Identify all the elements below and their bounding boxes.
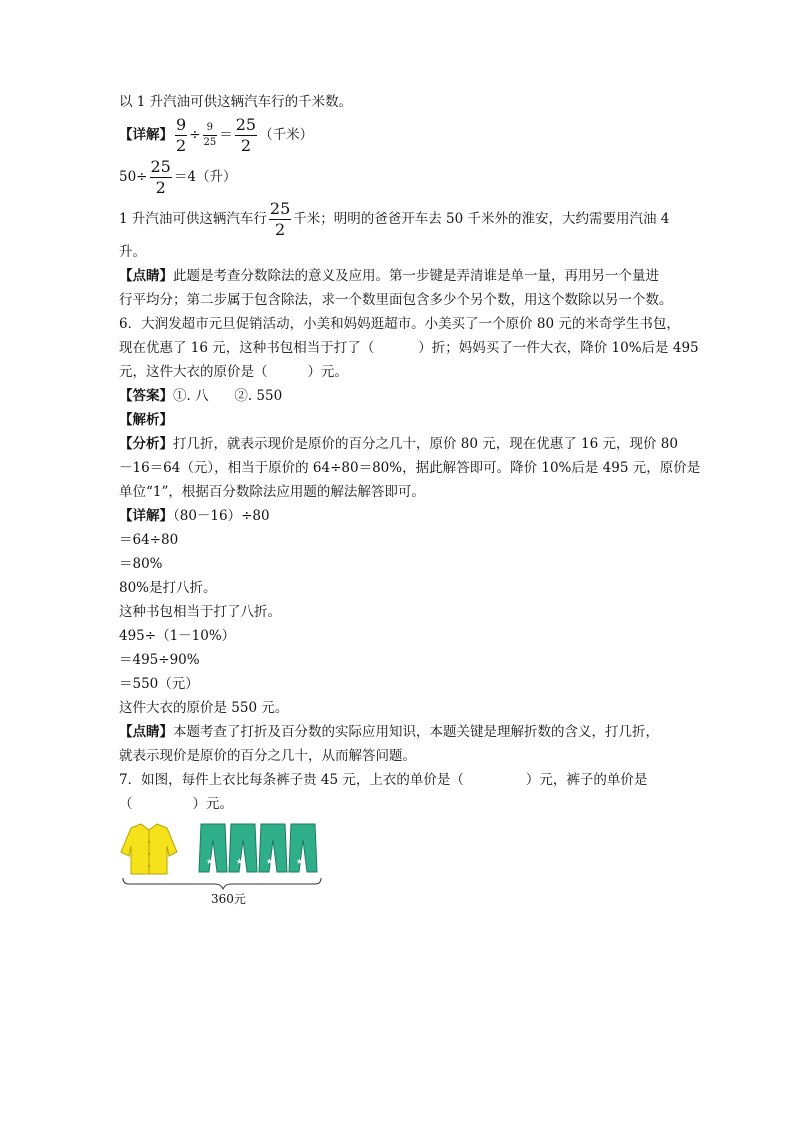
question-7-line-1: 7．如图，每件上衣比每条裤子贵 45 元，上衣的单价是（ ）元，裤子的单价是 [119,772,648,788]
analysis-label: 【解析】 [119,412,173,428]
answer-line: 【答案】①. 八 ②. 550 [119,388,283,404]
detail-step: 80%是打八折。 [119,580,217,596]
svg-text:★: ★ [236,857,244,866]
paragraph-intro: 以 1 升汽油可供这辆汽车行的千米数。 [119,94,353,110]
detail-step: ＝80% [119,556,163,572]
question-6-line-2: 现在优惠了 16 元，这种书包相当于打了（ ）折；妈妈买了一件大衣，降价 10%后是 495 [119,340,699,356]
fraction: $\frac{25}{2}$ [235,115,257,155]
fraction: $\frac{9}{25}$ [203,122,217,148]
figure-total-label: 360元 [211,892,246,906]
pants-icon [229,824,257,872]
detail-step: ＝550（元） [119,676,199,692]
pants-icon [289,824,317,872]
detail-step: 这件大衣的原价是 550 元。 [119,700,289,716]
brace-icon [123,878,321,889]
clothing-illustration [119,822,339,892]
fraction: $\frac{9}{2}$ [176,115,187,155]
fraction: $\frac{25}{2}$ [269,199,291,239]
document-body [119,90,701,912]
question-7-line-2: （ ）元。 [119,796,233,812]
svg-text:★: ★ [296,857,304,866]
pants-icon [259,824,287,872]
analysis-line-2: －16＝64（元），相当于原价的 64÷80＝80%，据此解答即可。降价 10%后是 495 元，原价是 [119,460,701,476]
conclusion-line-2: 升。 [119,244,146,260]
comment-2-line-2: 就表示现价是原价的百分之几十，从而解答问题。 [119,748,416,764]
pants-icon [199,824,227,872]
question-6-line-1: 6．大润发超市元旦促销活动，小美和妈妈逛超市。小美买了一个原价 80 元的米奇学生书包， [119,316,680,332]
fraction: $\frac{25}{2}$ [150,157,171,197]
question-6-line-3: 元，这件大衣的原价是（ ）元。 [119,364,348,380]
detail-equation-2: 50÷ $\frac{25}{2}$ ＝4（升） [119,157,237,197]
detail-step: ＝495÷90% [119,652,200,668]
comment-1-line-1: 【点睛】此题是考查分数除法的意义及应用。第一步键是弄清谁是单一量，再用另一个量进 [119,268,659,284]
analysis-line-3: 单位“1”，根据百分数除法应用题的解法解答即可。 [119,484,425,500]
comment-1-line-2: 行平均分；第二步属于包含除法，求一个数里面包含多少个另个数，用这个数除以另一个数。 [119,292,673,308]
clothing-figure [119,822,339,912]
svg-text:★: ★ [266,857,274,866]
detail-step: ＝64÷80 [119,532,179,548]
detail-equation-1: 【详解】 $\frac{9}{2}$ ÷ $\frac{9}{25}$ ＝ $\frac{25}{2}$ （千米） [119,115,314,155]
svg-text:★: ★ [206,857,214,866]
detail-step: 495÷（1－10%） [119,628,236,644]
analysis-line-1: 【分析】打几折，就表示现价是原价的百分之几十，原价 80 元，现在优惠了 16 元，现价 80 [119,436,678,452]
conclusion-line: 1 升汽油可供这辆汽车行 $\frac{25}{2}$ 千米；明明的爸爸开车去 50 千米外的淮安，大约需要用汽油 4 [119,199,670,239]
detail-step: 这种书包相当于打了八折。 [119,604,281,620]
detail-label: 【详解】 [119,127,173,143]
shirt-icon [121,824,177,874]
detail-first-line: 【详解】（80－16）÷80 [119,508,270,524]
comment-2-line-1: 【点睛】本题考查了打折及百分数的实际应用知识，本题关键是理解折数的含义，打几折， [119,724,659,740]
